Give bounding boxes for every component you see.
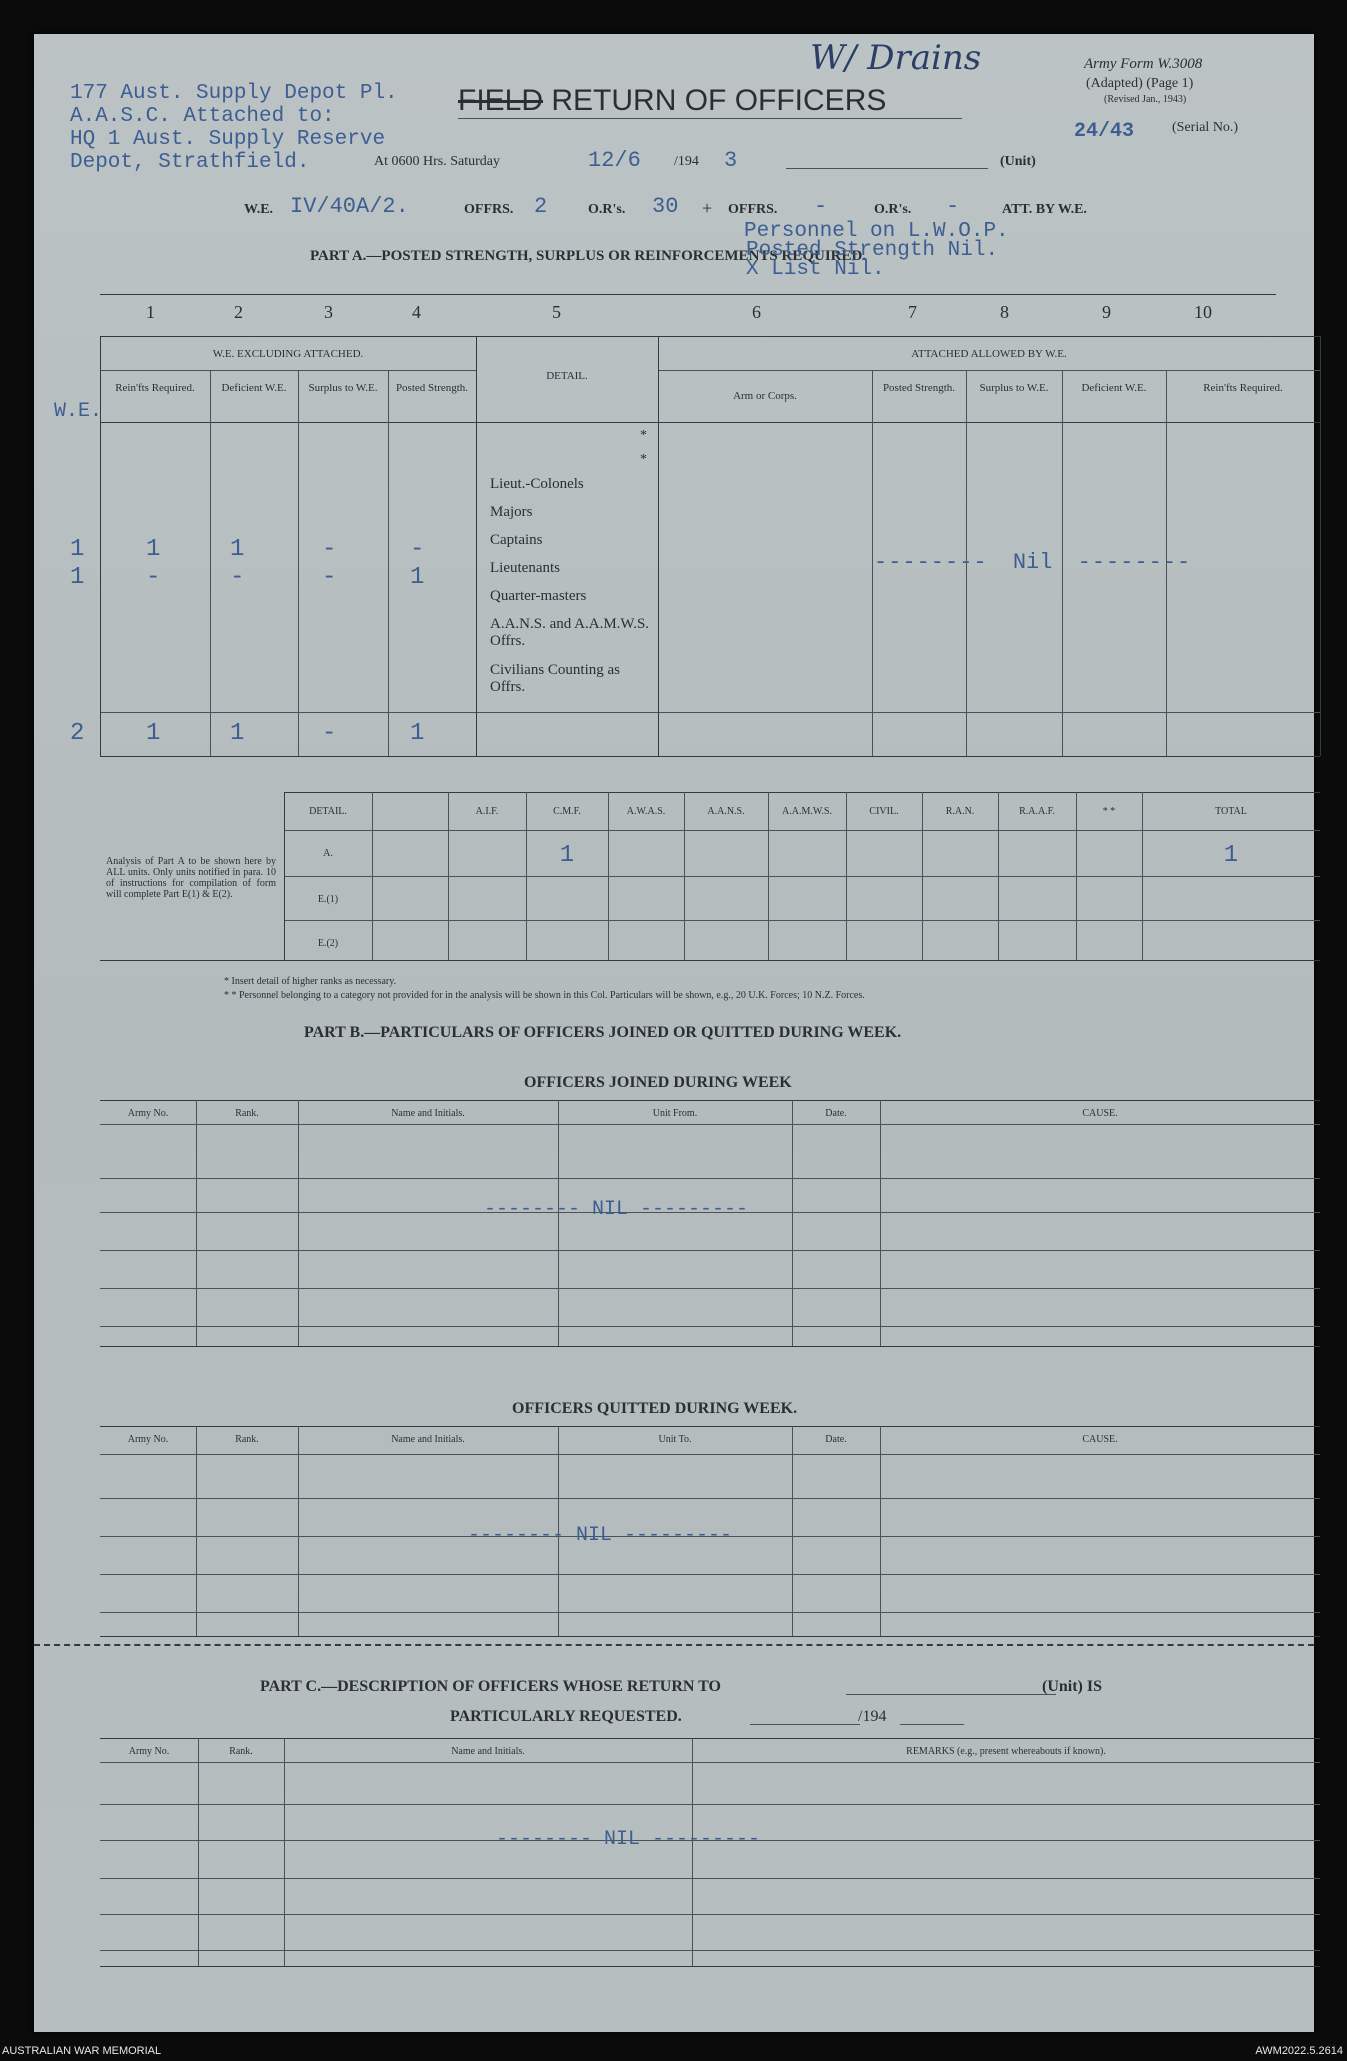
unit-line-4: Depot, Strathfield. (70, 151, 310, 174)
col-number-1: 1 (146, 302, 155, 322)
total-posted: 1 (410, 720, 425, 747)
col-number-5: 5 (552, 302, 561, 322)
joined-col-cause: CAUSE. (1082, 1108, 1118, 1119)
army-form-number: Army Form W.3008 (1084, 56, 1203, 72)
joined-col-unit-from: Unit From. (652, 1108, 698, 1119)
partc-col-name: Name and Initials. (451, 1746, 525, 1757)
form-revised-note: (Revised Jan., 1943) (1104, 94, 1187, 105)
total-surplus: - (322, 720, 337, 747)
partc-col-army-no: Army No. (128, 1746, 170, 1757)
offrs-value: 2 (534, 194, 548, 219)
analysis-cmf-value: 1 (559, 842, 575, 869)
joined-col-name: Name and Initials. (391, 1108, 465, 1119)
partc-col-rank: Rank. (229, 1746, 253, 1757)
serial-number: 24/43 (1074, 120, 1135, 143)
col-number-4: 4 (412, 302, 421, 322)
typed-note-lwop: Personnel on L.W.O.P. (744, 220, 1009, 243)
col-number-7: 7 (908, 302, 917, 322)
col-number-10: 10 (1194, 302, 1212, 322)
joined-heading: OFFICERS JOINED DURING WEEK (524, 1074, 792, 1091)
ors-label: O.R's. (588, 202, 626, 217)
rank-civilians: Civilians Counting as Offrs. (490, 662, 621, 695)
year-prefix: /194 (674, 154, 699, 169)
part-c-requested: PARTICULARLY REQUESTED. (450, 1708, 682, 1725)
lieut-deficient: - (230, 564, 245, 591)
plus-sign: + (702, 198, 713, 218)
analysis-head-ran: R.A.N. (945, 806, 975, 817)
year-value: 3 (724, 148, 738, 173)
col-number-9: 9 (1102, 302, 1111, 322)
att-label: ATT. BY W.E. (1002, 202, 1087, 217)
unit-line-1: 177 Aust. Supply Depot Pl. (70, 82, 398, 105)
serial-label: (Serial No.) (1172, 120, 1239, 135)
analysis-head-civil: CIVIL. (869, 806, 899, 817)
part-a-heading: PART A.—POSTED STRENGTH, SURPLUS OR REINFORCEMENTS REQUIRED. (310, 248, 867, 264)
handwritten-signature: W/ Drains (810, 38, 982, 78)
lieut-we: 1 (70, 564, 85, 591)
total-deficient: 1 (230, 720, 245, 747)
quitted-heading: OFFICERS QUITTED DURING WEEK. (512, 1400, 798, 1417)
detail-star-2: * (640, 452, 647, 467)
analysis-head-awas: A.W.A.S. (626, 806, 666, 817)
col-head-att-reinfts: Rein'fts Required. (1203, 382, 1283, 394)
ors2-value: - (946, 194, 960, 219)
detail-star-1: * (640, 428, 647, 443)
captains-we: 1 (70, 536, 85, 563)
quitted-col-rank: Rank. (235, 1434, 259, 1445)
form-adapted-note: (Adapted) (Page 1) (1086, 76, 1194, 91)
quitted-nil: NIL (576, 1524, 613, 1547)
lieut-surplus: - (322, 564, 337, 591)
joined-col-rank: Rank. (235, 1108, 259, 1119)
rank-lieut-colonels: Lieut.-Colonels (490, 476, 584, 492)
col-number-8: 8 (1000, 302, 1009, 322)
date-value: 12/6 (588, 148, 641, 173)
captains-reinfts: 1 (146, 536, 161, 563)
attached-nil: Nil (1012, 550, 1053, 575)
captains-surplus: - (322, 536, 337, 563)
analysis-head-aif: A.I.F. (475, 806, 499, 817)
joined-nil: NIL (592, 1198, 629, 1221)
col-head-reinfts: Rein'fts Required. (115, 382, 195, 394)
analysis-head-cmf: C.M.F. (553, 806, 581, 817)
footnote-2: * * Personnel belonging to a category not provided for in the analysis will be shown in this Col. Particulars will be shown, e.g., 20 U.K. Forces; 10 N.Z. Forces. (224, 990, 865, 1001)
quitted-col-unit-to: Unit To. (658, 1434, 692, 1445)
part-b-heading: PART B.—PARTICULARS OF OFFICERS JOINED OR QUITTED DURING WEEK. (304, 1024, 902, 1041)
total-reinfts: 1 (146, 720, 161, 747)
unit-line-3: HQ 1 Aust. Supply Reserve (70, 128, 386, 151)
joined-col-date: Date. (825, 1108, 847, 1119)
analysis-row-a: A. (323, 848, 333, 859)
ors-value: 30 (652, 194, 679, 219)
analysis-head-total: TOTAL (1215, 806, 1247, 817)
we-value: IV/40A/2. (290, 194, 409, 219)
analysis-row-e2: E.(2) (317, 938, 339, 949)
part-c-date-tail: /194 (858, 1708, 887, 1725)
analysis-note: Analysis of Part A to be shown here by ALL units. Only units notified in para. 10 of instructions for compilation of form will complete Part E(1) & E(2). (106, 856, 276, 900)
we-excluding-heading: W.E. EXCLUDING ATTACHED. (212, 348, 364, 360)
footer-accession: AWM2022.5.2614 (1255, 2045, 1343, 2057)
col-number-6: 6 (752, 302, 761, 322)
col-head-surplus: Surplus to W.E. (308, 382, 378, 394)
quitted-col-date: Date. (825, 1434, 847, 1445)
time-label: At 0600 Hrs. Saturday (374, 154, 500, 169)
analysis-total-value: 1 (1223, 842, 1239, 869)
part-c-heading: PART C.—DESCRIPTION OF OFFICERS WHOSE RETURN TO (260, 1678, 721, 1695)
offrs2-label: OFFRS. (728, 202, 778, 217)
attached-heading: ATTACHED ALLOWED BY W.E. (911, 348, 1067, 360)
title-struck-word: FIELD (458, 84, 544, 117)
we-label: W.E. (244, 202, 274, 217)
analysis-head-aans: A.A.N.S. (707, 806, 745, 817)
col-head-deficient: Deficient W.E. (221, 382, 287, 394)
partc-col-remarks: REMARKS (e.g., present whereabouts if known). (906, 1746, 1106, 1757)
analysis-head-stars: * * (1102, 806, 1116, 817)
captains-deficient: 1 (230, 536, 245, 563)
offrs2-value: - (814, 194, 828, 219)
col-head-detail: DETAIL. (546, 370, 588, 382)
footer-source: AUSTRALIAN WAR MEMORIAL (2, 2045, 162, 2057)
col-head-att-posted: Posted Strength. (882, 382, 956, 394)
col-head-att-deficient: Deficient W.E. (1081, 382, 1147, 394)
form-title: RETURN OF OFFICERS (551, 84, 887, 117)
quitted-col-name: Name and Initials. (391, 1434, 465, 1445)
col-head-arm-corps: Arm or Corps. (733, 390, 797, 402)
form-sheet: Army Form W.3008 (Adapted) (Page 1) (Revised Jan., 1943) 24/43 (Serial No.) W/ Drains FIELD RETURN OF OFFICERS 177 Aust. Supply Depot Pl. A.A.S.C. Attached to: HQ 1 Aust. Supply Reserve Depot, Strathfield. At 0600 Hrs. Saturday 12/6 /194 3 (Unit) W.E. IV/40A/2. OFFRS. 2 O.R's. 30 + OFFRS. - O.R's. - ATT. BY W.E. PART A.—POSTED STRENGTH, SURPLUS OR REINFORCEMENTS REQUIRED. Personnel on L.W.O.P. Posted Strength Nil. X List Nil. 1 2 3 4 5 6 7 8 9 10 W.E. EXCLUDING ATTACHED. ATTACHED ALLOWED BY W.E. Rein'fts Required. Deficient W.E. Surplus to W.E. Posted Strength. DETAIL. Arm or Corps. Posted Strength. Surplus to W.E. Deficient W.E. Rein'fts Required. W.E. * * Lieut.-Colonels Majors Captains Lieutenants Quarter-masters A.A.N.S. and A.A.M.W.S. Offrs. Civilians Counting as Offrs. 1 1 1 - - 1 - - - 1 2 1 1 - 1 -------- Nil -------- DETAIL. A.I.F. C.M.F. A.W.A.S. A.A.N.S. A.A.M.W.S. CIVIL. R.A.N. R.A.A.F. * * TOTAL A. E.(1) E.(2) 1 1 Analysis of Part A to be shown here by ALL units. Only units notified in para. 10 of instructions for compilation of form will complete Part E(1) & E(2). * Insert detail of higher ranks as necessary. * * Personnel belonging to a category not provided for in the analysis will be shown in this Col. Particulars will be shown, e.g., 20 U.K. Forces; 10 N.Z. Forces. PART B.—PARTICULARS OF OFFICERS JOINED OR QUITTED DURING WEEK. OFFICERS JOINED DURING WEEK Army No. Rank. Name and Initials. Unit From. Date. CAUSE. -------- NIL --------- OFFICERS QUITTED DURING WEEK. Army No. Rank. Name and Initials. Unit To. Date. CAUSE. -------- NIL --------- PART C.—DESCRIPTION OF OFFICERS WHOSE RETURN TO (Unit) IS PARTICULARLY REQUESTED. /194 Army No. Rank. Name and Initials. REMARKS (e.g., present whereabouts if known). -------- NIL --------- (34, 34, 1314, 2032)
footnote-1: * Insert detail of higher ranks as necessary. (224, 976, 397, 987)
rank-aans: A.A.N.S. and A.A.M.W.S. Offrs. (490, 616, 650, 649)
lieut-posted: 1 (410, 564, 425, 591)
lieut-reinfts: - (146, 564, 161, 591)
margin-we-label: W.E. (54, 400, 103, 423)
typed-note-posted: Posted Strength Nil. (746, 239, 999, 262)
analysis-row-e1: E.(1) (317, 894, 339, 905)
offrs-label: OFFRS. (464, 202, 514, 217)
rank-majors: Majors (490, 504, 533, 520)
col-number-2: 2 (234, 302, 243, 322)
part-c-unit-is: (Unit) IS (1042, 1678, 1103, 1695)
rank-quarter-masters: Quarter-masters (490, 588, 587, 604)
analysis-head-detail: DETAIL. (309, 806, 347, 817)
quitted-col-cause: CAUSE. (1082, 1434, 1118, 1445)
unit-line-2: A.A.S.C. Attached to: (70, 105, 335, 128)
total-we: 2 (70, 720, 85, 747)
col-head-att-surplus: Surplus to W.E. (979, 382, 1049, 394)
rank-captains: Captains (490, 532, 543, 548)
joined-col-army-no: Army No. (127, 1108, 169, 1119)
analysis-head-raaf: R.A.A.F. (1019, 806, 1055, 817)
partc-nil: NIL (604, 1828, 641, 1851)
col-number-3: 3 (324, 302, 333, 322)
ors2-label: O.R's. (874, 202, 912, 217)
quitted-col-army-no: Army No. (127, 1434, 169, 1445)
captains-posted: - (410, 536, 425, 563)
unit-label: (Unit) (1000, 154, 1036, 169)
col-head-posted: Posted Strength. (395, 382, 469, 394)
analysis-head-aamws: A.A.M.W.S. (782, 806, 832, 817)
rank-lieutenants: Lieutenants (490, 560, 560, 576)
typed-note-xlist: X List Nil. (746, 258, 885, 281)
